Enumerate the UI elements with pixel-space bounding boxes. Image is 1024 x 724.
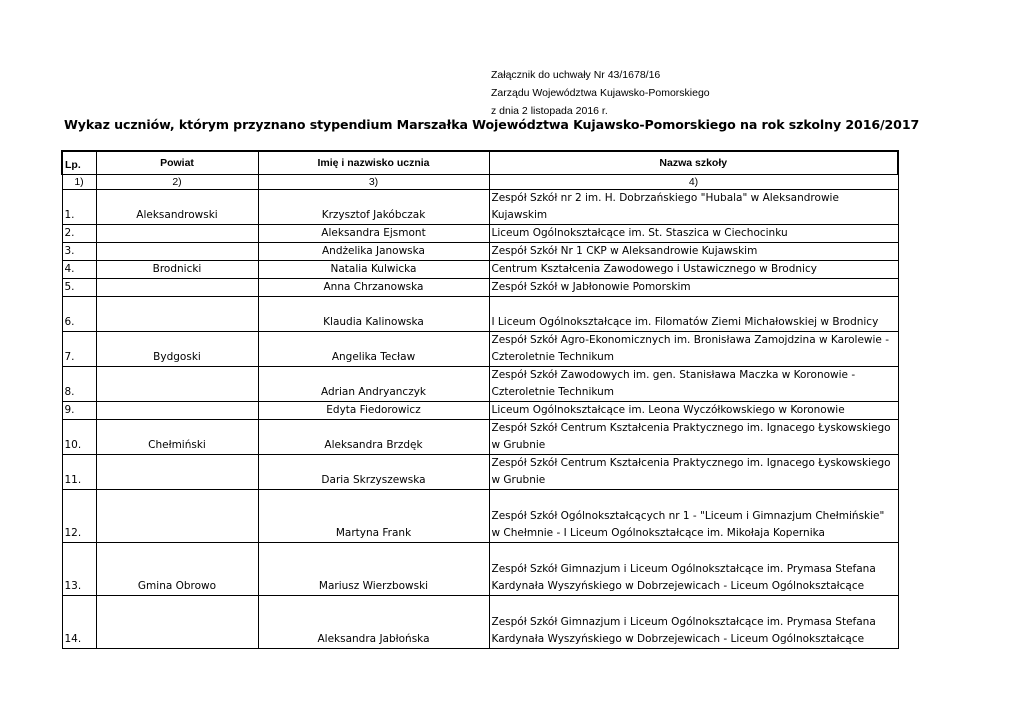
row-powiat: Bydgoski: [96, 332, 258, 367]
resolution-board-line: Zarządu Województwa Kujawsko-Pomorskiego: [491, 87, 710, 99]
row-student-name: Krzysztof Jakóbczak: [258, 190, 489, 225]
row-lp: 12.: [62, 490, 96, 543]
column-number: 1): [62, 175, 96, 190]
table-row: [62, 332, 898, 367]
row-student-name: Aleksandra Ejsmont: [258, 225, 489, 243]
row-powiat: Brodnicki: [96, 261, 258, 279]
row-student-name: Andżelika Janowska: [258, 243, 489, 261]
document-title: Wykaz uczniów, którym przyznano stypendium Marszałka Województwa Kujawsko-Pomorskiego na rok szkolny 2016/2017: [64, 117, 920, 132]
row-student-name: Mariusz Wierzbowski: [258, 543, 489, 596]
row-powiat: [96, 243, 258, 261]
table-row: [62, 490, 898, 543]
row-lp: 14.: [62, 596, 96, 649]
row-school-name: Zespół Szkół Centrum Kształcenia Praktycznego im. Ignacego Łyskowskiego w Grubnie: [489, 455, 898, 490]
row-school-name: Zespół Szkół Agro-Ekonomicznych im. Bronisława Zamojdzina w Karolewie - Czteroletnie Technikum: [489, 332, 898, 367]
table-row: [62, 596, 898, 649]
row-powiat: Chełmiński: [96, 420, 258, 455]
row-lp: 4.: [62, 261, 96, 279]
row-powiat: [96, 596, 258, 649]
row-powiat: [96, 279, 258, 297]
row-student-name: Edyta Fiedorowicz: [258, 402, 489, 420]
table-body: [62, 190, 898, 649]
table-row: [62, 243, 898, 261]
row-lp: 13.: [62, 543, 96, 596]
row-powiat: [96, 490, 258, 543]
row-powiat: Gmina Obrowo: [96, 543, 258, 596]
column-number-row: [62, 175, 898, 190]
resolution-header: [491, 66, 710, 120]
row-powiat: [96, 402, 258, 420]
students-table: [61, 150, 899, 649]
row-lp: 10.: [62, 420, 96, 455]
row-lp: 2.: [62, 225, 96, 243]
row-student-name: Aleksandra Jabłońska: [258, 596, 489, 649]
table-row: [62, 279, 898, 297]
row-powiat: [96, 297, 258, 332]
row-lp: 9.: [62, 402, 96, 420]
row-lp: 1.: [62, 190, 96, 225]
row-lp: 3.: [62, 243, 96, 261]
row-lp: 5.: [62, 279, 96, 297]
row-school-name: Zespół Szkół Centrum Kształcenia Praktycznego im. Ignacego Łyskowskiego w Grubnie: [489, 420, 898, 455]
row-school-name: Zespół Szkół Zawodowych im. gen. Stanisława Maczka w Koronowie - Czteroletnie Technikum: [489, 367, 898, 402]
column-header-lp: Lp.: [62, 151, 96, 175]
row-student-name: Aleksandra Brzdęk: [258, 420, 489, 455]
row-lp: 8.: [62, 367, 96, 402]
column-header-school-name: Nazwa szkoły: [489, 151, 898, 175]
column-number: 3): [258, 175, 489, 190]
table-row: [62, 190, 898, 225]
row-school-name: Zespół Szkół Nr 1 CKP w Aleksandrowie Kujawskim: [489, 243, 898, 261]
row-student-name: Angelika Tecław: [258, 332, 489, 367]
row-school-name: Zespół Szkół Gimnazjum i Liceum Ogólnokształcące im. Prymasa Stefana Kardynała Wyszyńskiego w Dobrzejewicach - Liceum Ogólnokształcące: [489, 596, 898, 649]
table-header-row: [62, 151, 898, 175]
row-lp: 11.: [62, 455, 96, 490]
row-school-name: Zespół Szkół nr 2 im. H. Dobrzańskiego "Hubala" w Aleksandrowie Kujawskim: [489, 190, 898, 225]
row-lp: 7.: [62, 332, 96, 367]
row-school-name: Centrum Kształcenia Zawodowego i Ustawicznego w Brodnicy: [489, 261, 898, 279]
column-header-powiat: Powiat: [96, 151, 258, 175]
table-row: [62, 455, 898, 490]
column-number: 4): [489, 175, 898, 190]
column-number: 2): [96, 175, 258, 190]
row-student-name: Daria Skrzyszewska: [258, 455, 489, 490]
row-student-name: Martyna Frank: [258, 490, 489, 543]
row-powiat: [96, 455, 258, 490]
table-row: [62, 297, 898, 332]
row-school-name: Zespół Szkół Gimnazjum i Liceum Ogólnokształcące im. Prymasa Stefana Kardynała Wyszyńskiego w Dobrzejewicach - Liceum Ogólnokształcące: [489, 543, 898, 596]
table-row: [62, 420, 898, 455]
row-student-name: Klaudia Kalinowska: [258, 297, 489, 332]
row-school-name: Zespół Szkół Ogólnokształcących nr 1 - "Liceum i Gimnazjum Chełmińskie" w Chełmnie - I Liceum Ogólnokształcące im. Mikołaja Kopernika: [489, 490, 898, 543]
row-powiat: Aleksandrowski: [96, 190, 258, 225]
table-row: [62, 261, 898, 279]
row-student-name: Natalia Kulwicka: [258, 261, 489, 279]
row-student-name: Adrian Andryanczyk: [258, 367, 489, 402]
row-lp: 6.: [62, 297, 96, 332]
table-row: [62, 543, 898, 596]
column-header-student-name: Imię i nazwisko ucznia: [258, 151, 489, 175]
row-school-name: Liceum Ogólnokształcące im. St. Staszica w Ciechocinku: [489, 225, 898, 243]
row-school-name: Liceum Ogólnokształcące im. Leona Wyczółkowskiego w Koronowie: [489, 402, 898, 420]
table-row: [62, 225, 898, 243]
resolution-date-line: z dnia 2 listopada 2016 r.: [491, 105, 608, 117]
row-school-name: Zespół Szkół w Jabłonowie Pomorskim: [489, 279, 898, 297]
resolution-attachment-line: Załącznik do uchwały Nr 43/1678/16: [491, 69, 661, 81]
table-row: [62, 367, 898, 402]
row-powiat: [96, 225, 258, 243]
row-student-name: Anna Chrzanowska: [258, 279, 489, 297]
row-powiat: [96, 367, 258, 402]
row-school-name: I Liceum Ogólnokształcące im. Filomatów Ziemi Michałowskiej w Brodnicy: [489, 297, 898, 332]
table-row: [62, 402, 898, 420]
